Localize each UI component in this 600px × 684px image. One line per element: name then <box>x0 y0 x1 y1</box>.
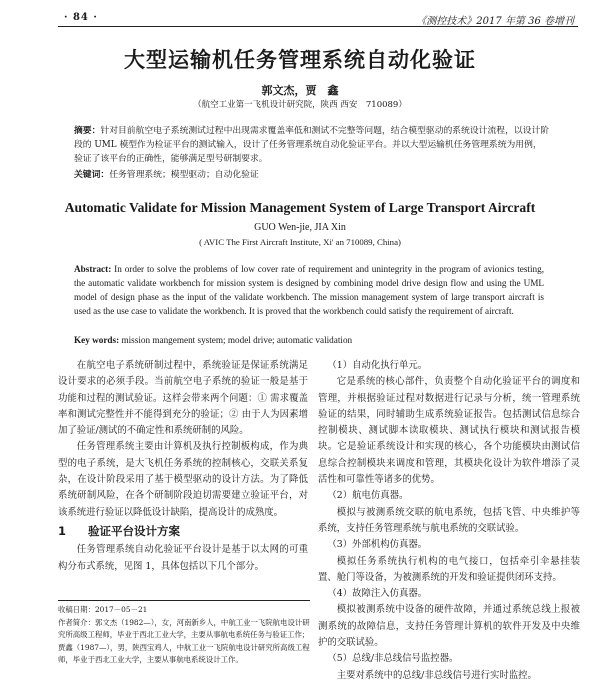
title-chinese: 大型运输机任务管理系统自动化验证 <box>124 48 476 72</box>
affiliation-english: ( AVIC The First Aircraft Institute, Xi' an 710089, China) <box>199 237 401 247</box>
keywords-chinese <box>74 168 550 182</box>
keywords-english <box>74 333 544 347</box>
item-4-title: （4）故障注入仿真器。 <box>327 588 428 600</box>
item-5-title: （5）总线/非总线信号监控器。 <box>327 653 459 665</box>
item-4-text: 模拟被测系统中设备的硬件故障，并通过系统总线上报被测系统的故障信息，支持任务管理计算机的软件开发及中央维护的交联试验。 <box>318 604 580 649</box>
abstract-text-cn: 针对目前航空电子系统测试过程中出现需求覆盖率低和测试不完整等问题，结合模型驱动的系统设计流程，以设计阶段的 UML 模型作为检证平台的测试输入，设计了任务管理系统自动化验证平台。并以大型运输机任务管理系统为用例，验证了该平台的正确性，能够满足型号研制要求。 <box>74 126 550 164</box>
section-heading-1 <box>58 523 308 539</box>
keywords-text-cn: 任务管理系统；模型驱动；自动化验证 <box>109 170 259 180</box>
authors-english: GUO Wen-jie, JIA Xin <box>254 222 346 233</box>
item-5-text: 主要对系统中的总线/非总线信号进行实时监控。 <box>336 669 537 681</box>
abstract-label-cn: 摘要： <box>74 126 101 136</box>
journal-name: 《测控技术》2017 年第 36 卷增刊 <box>416 16 574 27</box>
section-1-paragraph: 任务管理系统自动化验证平台设计是基于以太网的可重构分布式系统，见图 1，具体包括以下几个部分。 <box>58 544 308 572</box>
author-bio: 作者简介：郭文杰（1982—），女，河南新乡人，中航工业一飞院航电设计研究所高级工程师，毕业于西北工业大学，主要从事航电系统任务与验证工作；贾鑫（1987—），男，陕西宝鸡人，中航工业一飞院航电设计研究所高级工程师，毕业于西北工业大学，主要从事航电系统设计工作。 <box>58 617 310 665</box>
affiliation-chinese: （航空工业第一飞机设计研究院，陕西 西安 710089） <box>193 100 407 110</box>
intro-paragraph-2: 任务管理系统主要由计算机及执行控制板构成，作为典型的电子系统，是大飞机任务系统的控制核心，交联关系复杂，在设计阶段采用了基于模型驱动的设计方法。为了降低系统研制风险，在各个研制阶段迫切需要建立验证平台，对该系统进行验证以降低设计缺陷，提高设计的成熟度。 <box>58 441 308 518</box>
item-3-title: （3）外部机构仿真器。 <box>327 539 428 551</box>
item-2-title: （2）航电仿真器。 <box>327 490 409 502</box>
footnote <box>58 600 310 667</box>
authors-chinese: 郭文杰，贾 鑫 <box>261 84 339 97</box>
intro-paragraph-1: 在航空电子系统研制过程中，系统验证是保证系统满足设计要求的必须手段。当前航空电子系统的验证一般是基于功能和过程的测试验证。这样会带来两个问题：① 需求覆盖率和测试完整性并不能得到充分的验证；② 由于人为因素增加了验证/测试的不确定性和系统研制的风险。 <box>58 360 308 437</box>
section-title: 验证平台设计方案 <box>88 523 180 538</box>
page-number: · 84 · <box>64 12 98 23</box>
keywords-label-en: Key words: <box>74 335 120 345</box>
body-right-column <box>318 358 580 684</box>
section-number: 1 <box>58 523 67 538</box>
running-header <box>58 10 578 27</box>
keywords-text-en: mission mangement system; model drive; automatic validation <box>119 335 353 345</box>
body-left-column <box>58 358 308 575</box>
keywords-label-cn: 关键词： <box>74 170 110 180</box>
title-english: Automatic Validate for Mission Management System of Large Transport Aircraft <box>64 200 536 215</box>
abstract-label-en: Abstract: <box>74 264 112 274</box>
item-1-title: （1）自动化执行单元。 <box>327 360 428 371</box>
item-3-text: 模拟任务系统执行机构的电气接口，包括牵引伞悬挂装置、舱门等设备，为被测系统的开发和验证提供闭环支持。 <box>318 555 580 583</box>
received-date: 收稿日期：2017－05－21 <box>58 605 148 614</box>
item-1-text: 它是系统的核心部件，负责整个自动化验证平台的调度和管理，并根据验证过程对数据进行记录与分析，统一管理系统验证的结果，同时辅助生成系统验证报告。包括测试信息综合控制模块、测试脚本读取模块、测试执行模块和测试报告模块。它是验证系统设计和实现的核心，各个功能模块由测试信息综合控制模块来调度和管理，其模块化设计为软件增添了灵活性和可靠性等诸多的优势。 <box>318 376 580 486</box>
abstract-english <box>74 262 544 318</box>
abstract-chinese <box>74 124 550 166</box>
item-2-text: 模拟与被测系统交联的航电系统，包括飞管、中央维护等系统，支持任务管理系统与航电系统的交联试验。 <box>318 506 580 534</box>
abstract-text-en: In order to solve the problems of low cover rate of requirement and unintegrity in the program of avionics testing, the automatic validate workbench for mission system is designed by combining model drive design flow and using the UML model of design phase as the input of the validate workbench. The mission management system of large transport aircraft is used as the use case to validate the workbench. It is proved that the workbench could satisfy the requirement of aircraft. <box>74 264 544 317</box>
